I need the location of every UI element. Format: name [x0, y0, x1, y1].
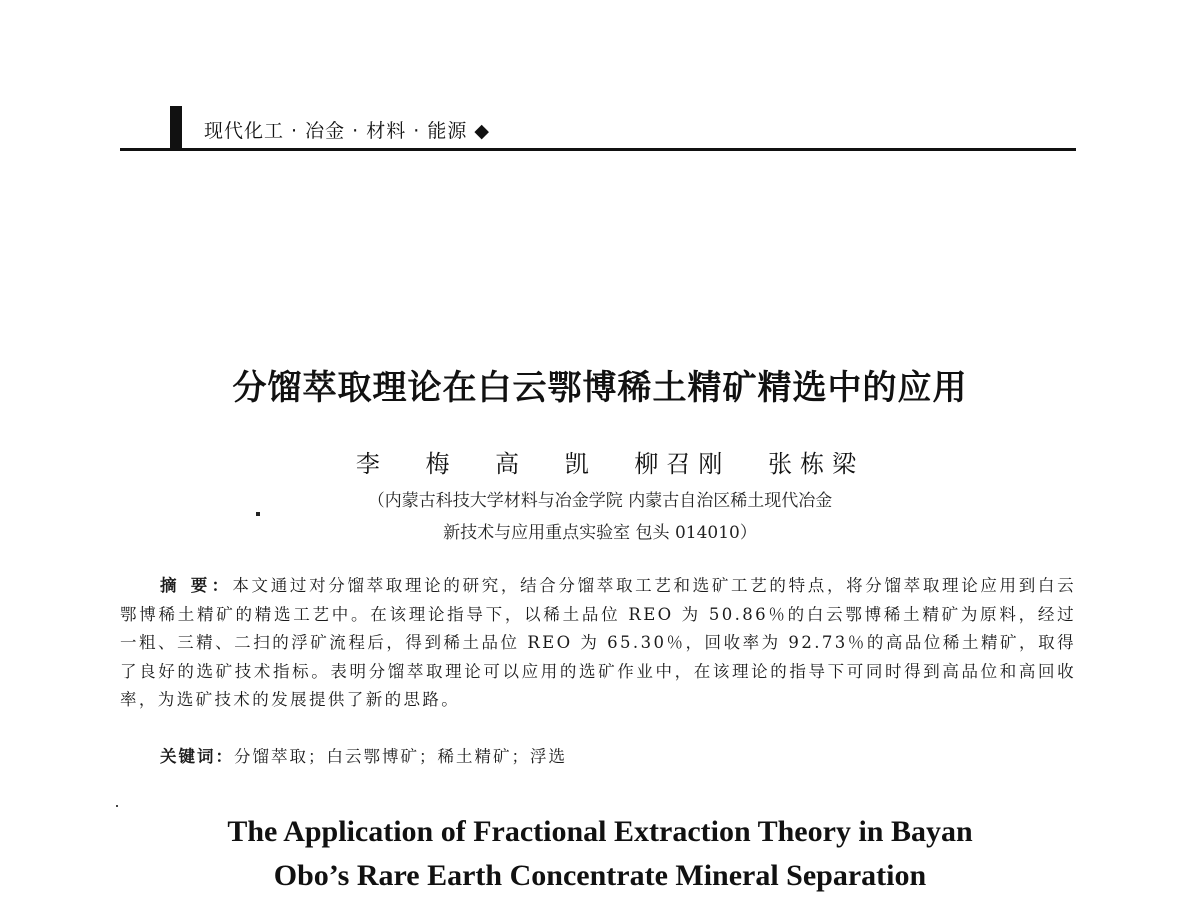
- header-marker-bar: [170, 106, 182, 150]
- keywords-label: 关键词：: [160, 747, 234, 766]
- abstract: [120, 572, 1076, 715]
- paper-title: 分馏萃取理论在白云鄂博稀土精矿精选中的应用: [232, 368, 968, 408]
- english-title-line-2: Obo’s Rare Earth Concentrate Mineral Separation: [273, 859, 927, 892]
- affiliation-line-2: 新技术与应用重点实验室 包头 014010）: [443, 523, 757, 543]
- authors: 李 梅 高 凯 柳召刚 张栋梁: [355, 450, 865, 478]
- scan-speck: [116, 805, 118, 807]
- journal-section-header: 现代化工 · 冶金 · 材料 · 能源 ◆: [204, 120, 491, 142]
- keywords: [160, 743, 567, 767]
- keywords-text: 分馏萃取；白云鄂博矿；稀土精矿；浮选: [234, 747, 567, 766]
- english-title-line-1: The Application of Fractional Extraction Theory in Bayan: [227, 815, 973, 848]
- abstract-label: 摘 要：: [160, 576, 233, 595]
- margin-dot: [256, 512, 260, 516]
- header-rule: [120, 148, 1076, 151]
- affiliation-line-1: （内蒙古科技大学材料与冶金学院 内蒙古自治区稀土现代冶金: [367, 491, 833, 511]
- english-title: [0, 810, 1200, 898]
- abstract-text: 本文通过对分馏萃取理论的研究，结合分馏萃取工艺和选矿工艺的特点，将分馏萃取理论应用到白云鄂博稀土精矿的精选工艺中。在该理论指导下，以稀土品位 REO 为 50.86％的白云鄂博稀土精矿为原料，经过一粗、三精、二扫的浮矿流程后，得到稀土品位 REO 为 65.30％，回收率为 92.73％的高品位稀土精矿，取得了良好的选矿技术指标。表明分馏萃取理论可以应用的选矿作业中，在该理论的指导下可同时得到高品位和高回收率，为选矿技术的发展提供了新的思路。: [120, 576, 1076, 709]
